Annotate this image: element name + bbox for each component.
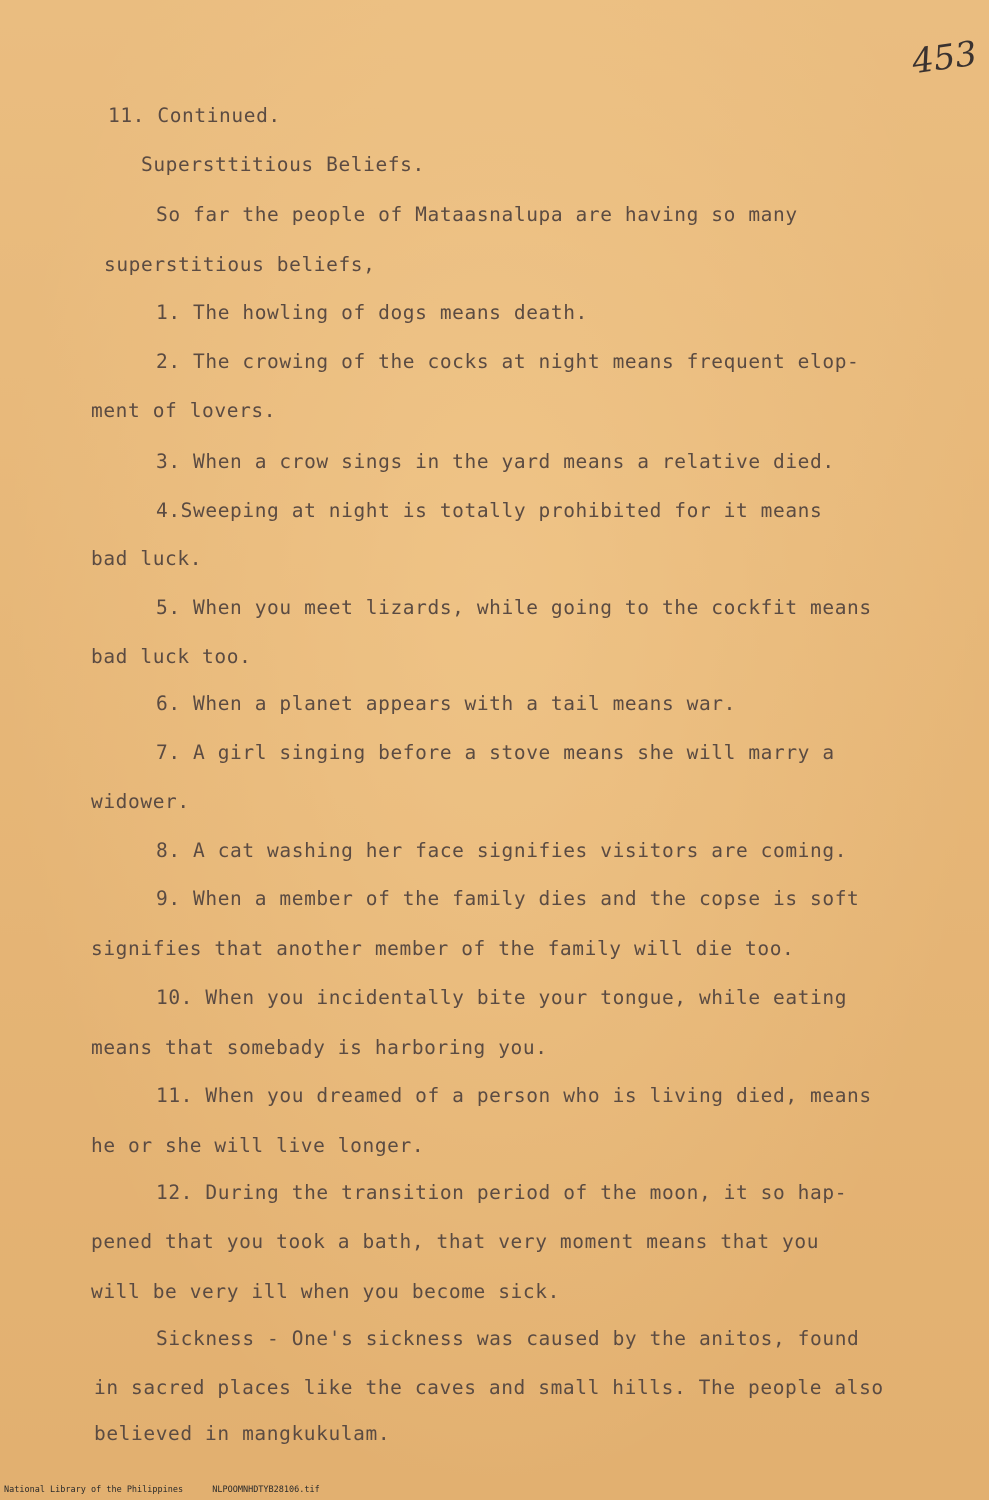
list-item: 11. When you dreamed of a person who is living died, means bbox=[156, 1084, 872, 1107]
footer bbox=[4, 1485, 344, 1495]
list-item-continuation: bad luck. bbox=[91, 547, 203, 570]
subheading: Supersttitious Beliefs. bbox=[141, 153, 425, 176]
list-item: 2. The crowing of the cocks at night means frequent elop- bbox=[156, 350, 860, 373]
list-item: 3. When a crow sings in the yard means a relative died. bbox=[156, 450, 835, 473]
list-item: 8. A cat washing her face signifies visitors are coming. bbox=[156, 839, 848, 862]
footer-file: NLPOOMNHDTYB28106.tif bbox=[212, 1485, 320, 1495]
sickness-paragraph: in sacred places like the caves and small hills. The people also bbox=[94, 1376, 884, 1399]
list-item-continuation: pened that you took a bath, that very moment means that you bbox=[91, 1230, 820, 1253]
list-item-continuation: will be very ill when you become sick. bbox=[91, 1280, 560, 1303]
sickness-paragraph: Sickness - One's sickness was caused by the anitos, found bbox=[156, 1327, 860, 1350]
list-item: 10. When you incidentally bite your tongue, while eating bbox=[156, 986, 848, 1009]
list-item-continuation: signifies that another member of the family will die too. bbox=[91, 937, 795, 960]
list-item: 1. The howling of dogs means death. bbox=[156, 301, 588, 324]
section-heading: 11. Continued. bbox=[108, 104, 281, 127]
list-item: 7. A girl singing before a stove means she will marry a bbox=[156, 741, 835, 764]
sickness-paragraph: believed in mangkukulam. bbox=[94, 1422, 391, 1445]
list-item-continuation: widower. bbox=[91, 790, 190, 813]
list-item-continuation: means that somebady is harboring you. bbox=[91, 1036, 548, 1059]
footer-library: National Library of the Philippines bbox=[4, 1485, 184, 1495]
intro-line: So far the people of Mataasnalupa are having so many bbox=[156, 203, 798, 226]
list-item-continuation: he or she will live longer. bbox=[91, 1134, 425, 1157]
list-item: 6. When a planet appears with a tail means war. bbox=[156, 692, 736, 715]
list-item-continuation: bad luck too. bbox=[91, 645, 252, 668]
list-item: 5. When you meet lizards, while going to the cockfit means bbox=[156, 596, 872, 619]
list-item: 4.Sweeping at night is totally prohibited for it means bbox=[156, 499, 823, 522]
list-item: 9. When a member of the family dies and the copse is soft bbox=[156, 887, 860, 910]
list-item-continuation: ment of lovers. bbox=[91, 399, 277, 422]
intro-line: superstitious beliefs, bbox=[104, 253, 376, 276]
list-item: 12. During the transition period of the moon, it so hap- bbox=[156, 1181, 848, 1204]
page-number: 453 bbox=[909, 33, 980, 83]
